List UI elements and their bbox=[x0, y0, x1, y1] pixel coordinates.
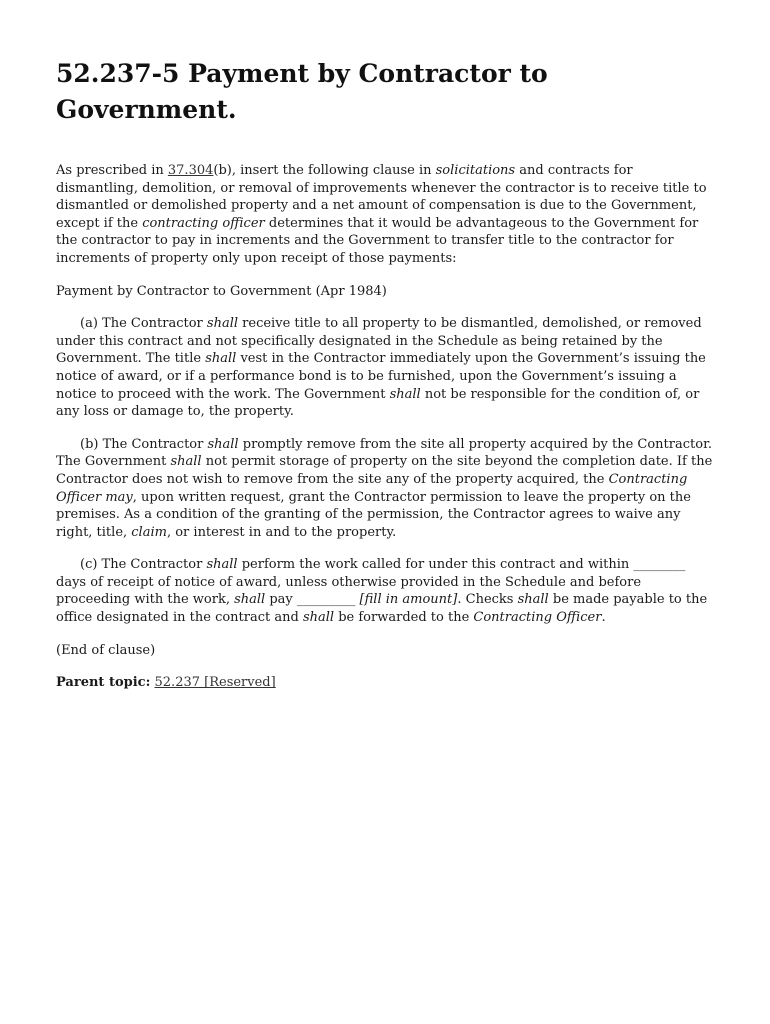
clause-paragraph-c: (c) The Contractor shall perform the work called for under this contract and within ________ days of receipt of notice of award, unless otherwise provided in the Schedule and before proceeding with the work, shall pay _________ [fill in amount]. Checks shall be made payable to the office designated in the contract and shall be forwarded to the Contracting Officer. bbox=[56, 557, 708, 626]
parent-topic-label: Parent topic: bbox=[56, 675, 151, 691]
clause-paragraph-b: (b) The Contractor shall promptly remove from the site all property acquired by the Contractor. The Government shall not permit storage of property on the site beyond the completion date. If the Contractor does not wish to remove from the site any of the property acquired, the Contracting Officer may, upon written request, grant the Contractor permission to leave the property on the premises. As a condition of the granting of the permission, the Contractor agrees to waive any right, title, claim, or interest in and to the property. bbox=[56, 436, 713, 540]
page-title: 52.237-5 Payment by Contractor to Government. bbox=[56, 59, 548, 124]
parent-topic bbox=[56, 674, 714, 692]
reference-link-37-304[interactable]: 37.304 bbox=[167, 163, 214, 178]
intro-paragraph: As prescribed in 37.304(b), insert the following clause in solicitations and contracts for dismantling, demolition, or removal of improvements whenever the contractor is to receive title to dismantled or demolished property and a net amount of compensation is due to the Government, except if the contracting officer determines that it would be advantageous to the Government for the contractor to pay in increments and the Government to transfer title to the contractor for increments of property only upon receipt of those payments: bbox=[56, 163, 707, 266]
parent-topic-link[interactable]: 52.237 [Reserved] bbox=[154, 675, 276, 691]
clause-title: Payment by Contractor to Government (Apr 1984) bbox=[56, 283, 387, 299]
clause-paragraph-a: (a) The Contractor shall receive title to all property to be dismantled, demolished, or removed under this contract and not specifically designated in the Schedule as being retained by the Government. The title shall vest in the Contractor immediately upon the Government’s issuing the notice of award, or if a performance bond is to be furnished, upon the Government’s issuing a notice to proceed with the work. The Government shall not be responsible for the condition of, or any loss or damage to, the property. bbox=[56, 316, 706, 420]
end-of-clause: (End of clause) bbox=[56, 642, 156, 658]
